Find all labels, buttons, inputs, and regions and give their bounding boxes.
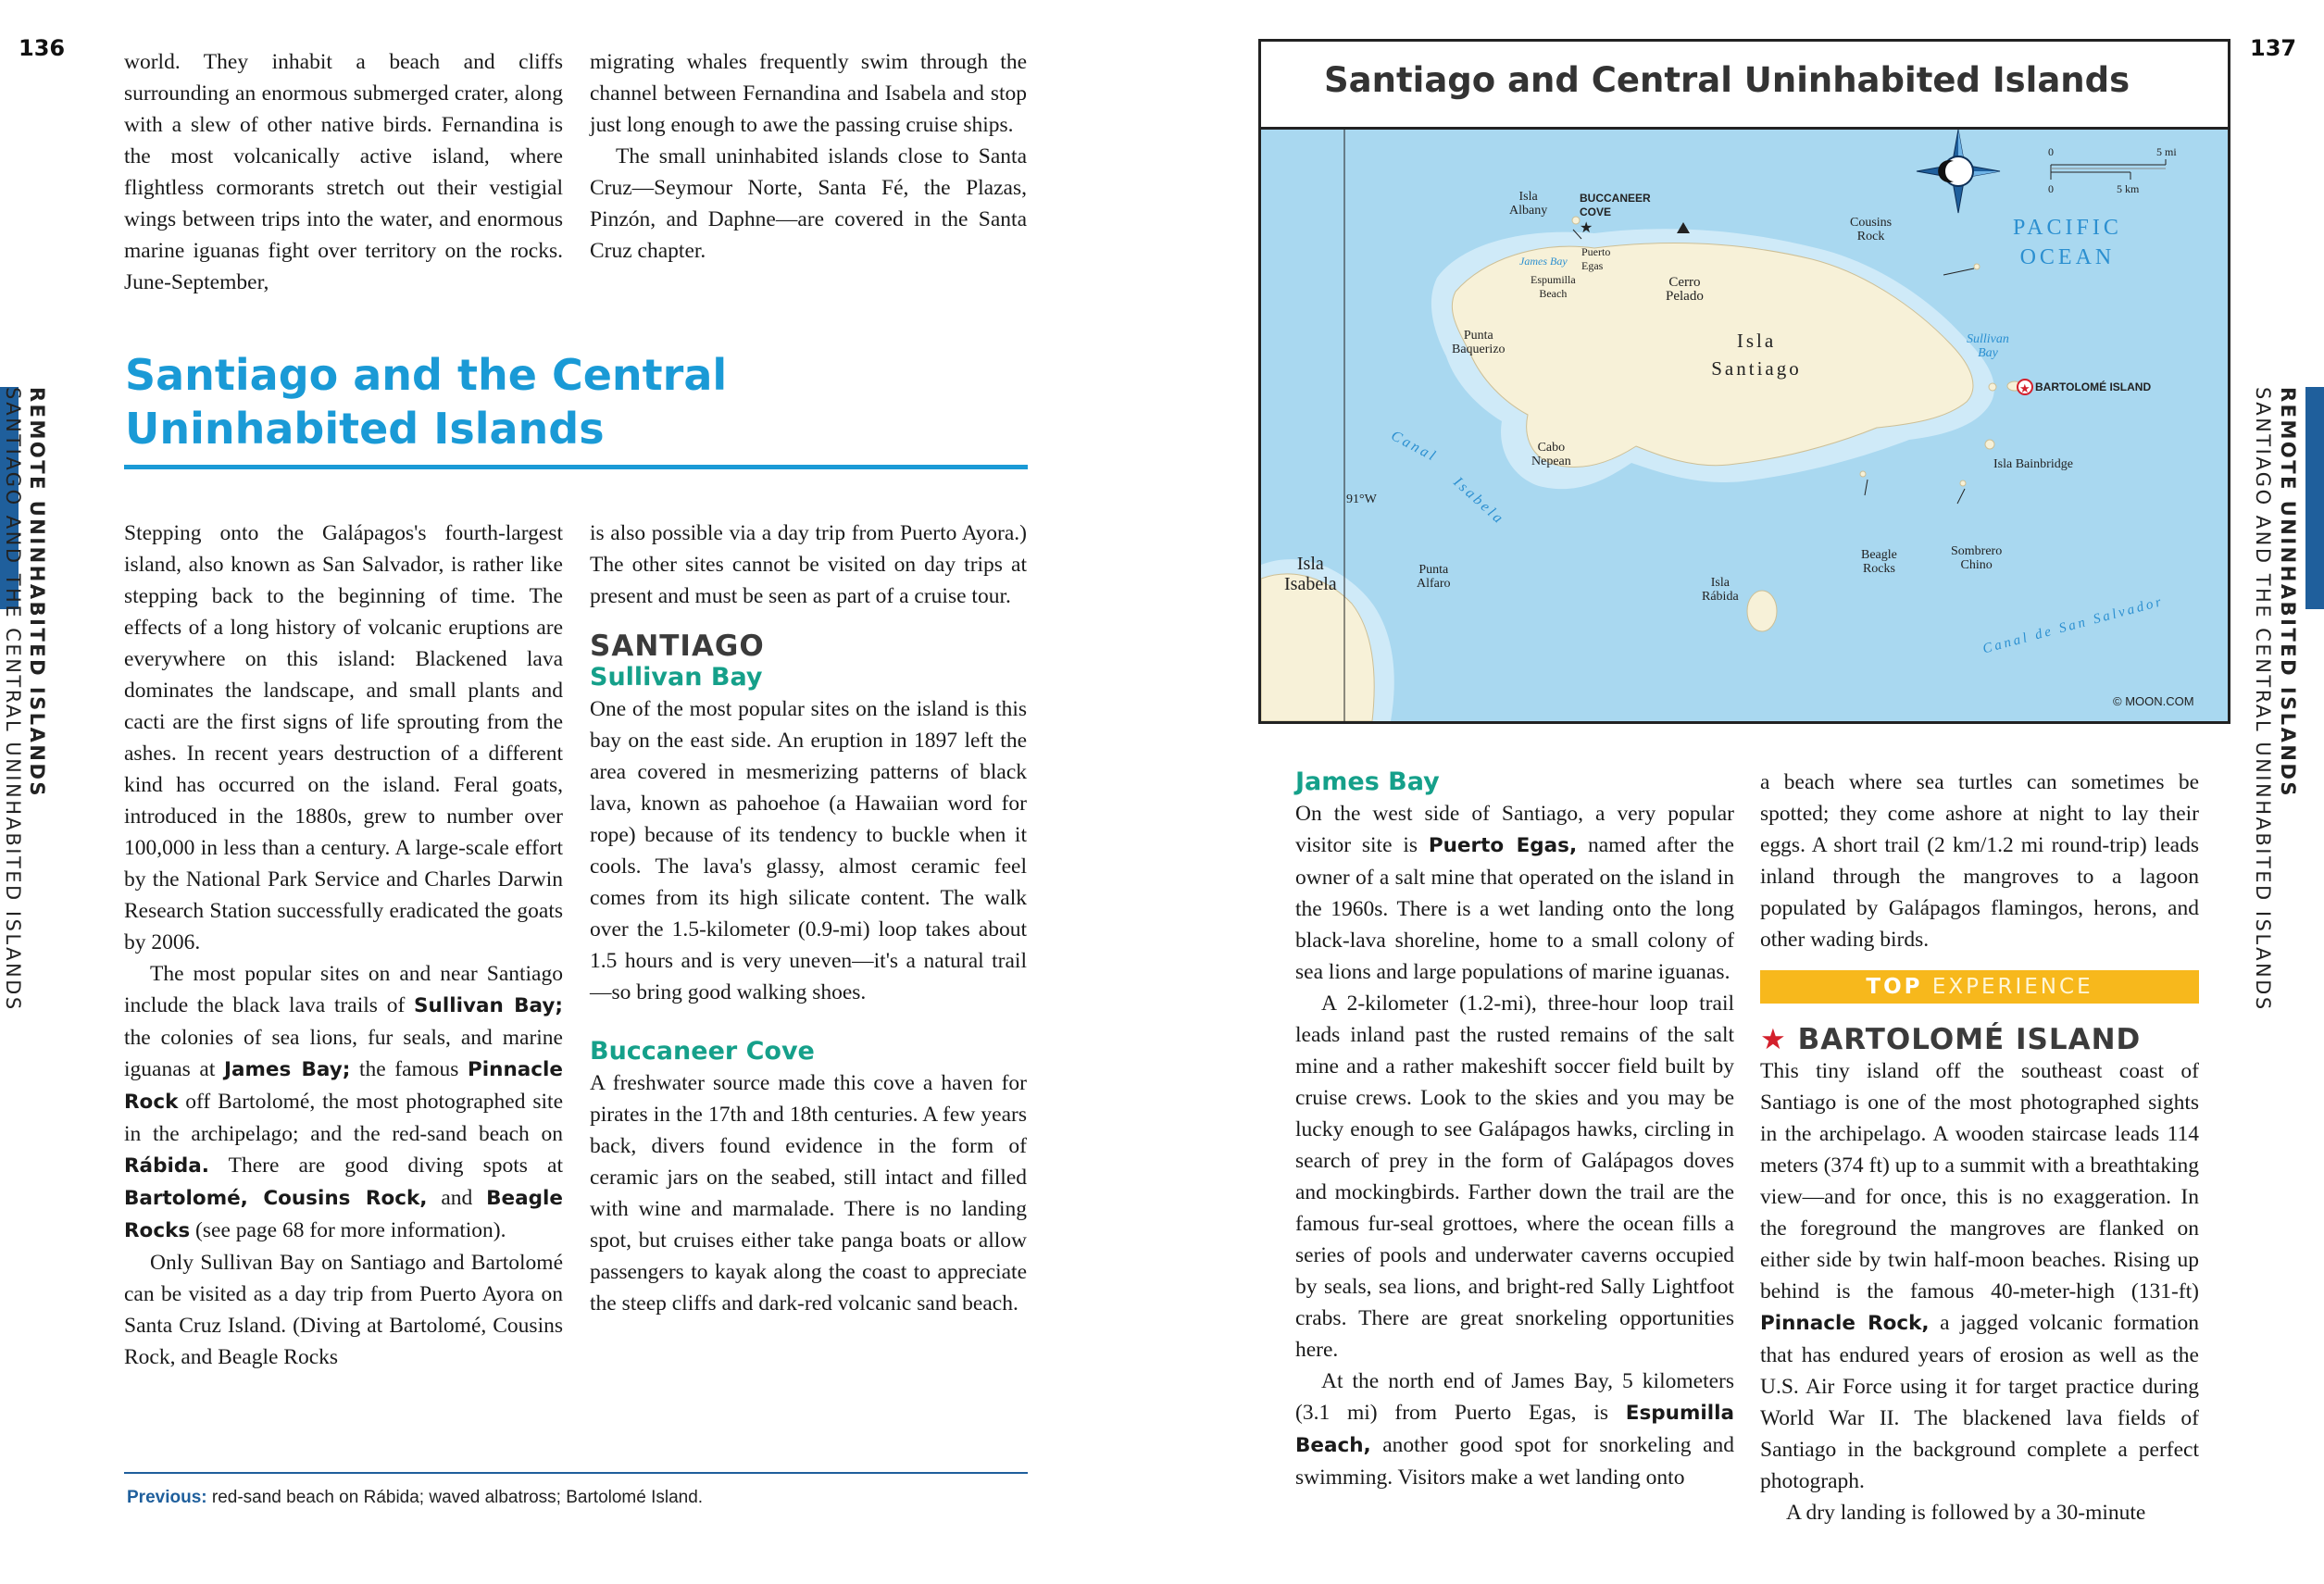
side-running-head-right bbox=[2277, 387, 2299, 798]
body-paragraph-2: The most popular sites on and near Santiago include the black lava trails of Sullivan Bay; the colonies of sea lions, fur seals, and marine iguanas at James Bay; the famous Pinnacle Rock off Bartolomé, the most photographed site in the archipelago; and the red-sand beach on Rábida. There are good diving spots at Bartolomé, Cousins Rock, and Beagle Rocks (see page 68 for more information). bbox=[124, 962, 563, 1242]
page-number-right: 137 bbox=[2250, 35, 2297, 61]
side-chapter-title-right: REMOTE UNINHABITED ISLANDS bbox=[2277, 387, 2299, 799]
santiago-heading: SANTIAGO bbox=[590, 630, 765, 663]
isla-albany-label: Isla Albany bbox=[1509, 190, 1548, 218]
james-bay-paragraph-1: On the west side of Santiago, a very popular visitor site is Puerto Egas, named after the owner of a salt mine that operated on the island in the 1960s. There is a wet landing onto the long black-lava shoreline, home to a small colony of sea lions and large populations of marine iguanas. bbox=[1295, 802, 1734, 984]
beagle-rocks-label: Beagle Rocks bbox=[1861, 548, 1897, 576]
caption-label: Previous: bbox=[127, 1488, 207, 1507]
body-column-1 bbox=[124, 518, 563, 1373]
buccaneer-star-icon: ★ bbox=[1580, 220, 1593, 236]
james-bay-map-label: James Bay bbox=[1519, 255, 1568, 268]
map-title: Santiago and Central Uninhabited Islands bbox=[1324, 60, 2130, 100]
isla-santiago-label: Isla Santiago bbox=[1711, 330, 1802, 380]
body-paragraph-4: is also possible via a day trip from Puerto Ayora.) The other sites cannot be visited on day trips at present and must be seen as part of a cruise tour. bbox=[590, 521, 1027, 608]
body-column-3 bbox=[1295, 767, 1734, 1493]
leader-cousins bbox=[1943, 268, 1974, 275]
bartolome-heading-text: BARTOLOMÉ ISLAND bbox=[1797, 1023, 2142, 1056]
punta-alfaro-label: Punta Alfaro bbox=[1417, 563, 1451, 591]
scale-zero-top: 0 bbox=[2048, 145, 2054, 158]
scale-5mi-label: 5 mi bbox=[2156, 145, 2177, 158]
canal-isabela-label-1: Canal bbox=[1388, 428, 1441, 466]
map-figure bbox=[1258, 39, 2230, 724]
espumilla-beach-label: Espumilla Beach bbox=[1531, 273, 1576, 300]
sombrero-chino-shape bbox=[1960, 480, 1966, 486]
section-title-line-1: Santiago and the Central bbox=[125, 350, 728, 400]
cerro-pelado-label: Cerro Pelado bbox=[1666, 275, 1704, 304]
isla-bainbridge-label: Isla Bainbridge bbox=[1993, 457, 2073, 471]
sullivan-bay-text: One of the most popular sites on the island is this bay on the east side. An eruption in 1897 left the area covered in mesmerizing patterns of black lava, known as pahoehoe (a Hawaiian word for rope) because of its tendency to buckle when it cools. The lava's glassy, almost ceramic feel comes from its high silicate content. The walk over the 1.5-kilometer (0.9-mi) loop takes about 1.5 hours and is very uneven—it's a natural trail—so bring good walking shoes. bbox=[590, 697, 1027, 1004]
caption-text: red-sand beach on Rábida; waved albatross; Bartolomé Island. bbox=[206, 1488, 704, 1507]
pacific-ocean-label: PACIFIC OCEAN bbox=[2013, 216, 2122, 269]
buccaneer-cove-heading: Buccaneer Cove bbox=[590, 1037, 815, 1066]
james-bay-heading: James Bay bbox=[1295, 767, 1440, 796]
top-experience-top: TOP bbox=[1866, 975, 1923, 999]
chapter-tab-right bbox=[2305, 387, 2324, 609]
buccaneer-cove-text: A freshwater source made this cove a haven for pirates in the 17th and 18th centuries. A few years back, divers found evidence in the form of ceramic jars on the seabed, still intact and filled with wine and marmalade. There is no landing spot, but cruises either take panga boats or allow passengers to kayak along the coast to appreciate the steep cliffs and dark-red volcanic sand beach. bbox=[590, 1071, 1027, 1316]
longitude-label: 91°W bbox=[1346, 493, 1377, 506]
james-bay-paragraph-3: At the north end of James Bay, 5 kilometers (3.1 mi) from Puerto Egas, is Espumilla Beach, another good spot for snorkeling and swimming. Visitors make a wet landing onto bbox=[1295, 1369, 1734, 1490]
leader-sombrero bbox=[1957, 489, 1965, 504]
section-title-line-2: Uninhabited Islands bbox=[125, 404, 605, 454]
peak-marker-icon bbox=[1677, 222, 1690, 233]
bartolome-star-icon: ★ bbox=[2019, 381, 2030, 395]
section-title-rule bbox=[124, 465, 1028, 469]
isla-isabela-label: Isla Isabela bbox=[1284, 554, 1337, 594]
intro-paragraph-3: The small uninhabited islands close to Santa Cruz—Seymour Norte, Santa Fé, the Plazas, Pinzón, and Daphne—are covered in the Santa Cruz chapter. bbox=[590, 144, 1027, 263]
bartolome-paragraph-1: This tiny island off the southeast coast of Santiago is one of the most photographed sights in the archipelago. A wooden staircase leads 114 meters (374 ft) up to a summit with a breathtaking view—and for once, this is no exaggeration. In the foreground the mangroves are flanked on either side by twin half-moon beaches. Rising up behind is the famous 40-meter-high (131-ft) Pinnacle Rock, a jagged volcanic formation that has endured years of erosion as well as the U.S. Air Force using it for target practice during World War II. The blackened lava fields of Santiago in the background complete a perfect photograph. bbox=[1760, 1059, 2199, 1493]
intro-paragraph-1: world. They inhabit a beach and cliffs surrounding an enormous submerged crater, along with a slew of other native birds. Fernandina is the most volcanically active island, where flightless cormorants stretch out their vestigial wings between trips into the water, and enormous marine iguanas fight over territory on the rocks. June-September, bbox=[124, 50, 563, 294]
side-section-title-left: SANTIAGO AND THE CENTRAL UNINHABITED ISLANDS bbox=[2, 387, 24, 1012]
cousins-rock-shape bbox=[1974, 264, 1980, 269]
james-bay-paragraph-2: A 2-kilometer (1.2-mi), three-hour loop trail leads inland past the rusted remains of the salt mine and a rather makeshift soccer field built by cruise crews. Look to the skies and you may be lucky enough to see Galápagos hawks, circling in search of prey in the form of Galápagos doves and mockingbirds. Farther down the trail are the famous fur-seal grottoes, where the ocean fills a series of pools and underwater caverns occupied by seals, sea lions, and bright-red Sally Lightfoot crabs. There are great snorkeling opportunities here. bbox=[1295, 992, 1734, 1362]
sullivan-bay-map-label: Sullivan Bay bbox=[1967, 332, 2009, 360]
body-paragraph-1: Stepping onto the Galápagos's fourth-largest island, also known as San Salvador, is rather like stepping back to the beginning of time. The effects of a long history of volcanic eruptions are everywhere on this island: Blackened lava dominates the landscape, and small plants and cacti are the first signs of life sprouting from the ashes. In recent years destruction of a different kind has occurred on the island. Feral goats, introduced in the 1880s, grew to number over 100,000 in less than a century. A large-scale effort by the National Park Service and Charles Darwin Research Station successfully eradicated the goats by 2006. bbox=[124, 521, 563, 954]
sombrero-chino-label: Sombrero Chino bbox=[1951, 544, 2003, 572]
islet-shape bbox=[1989, 383, 1996, 391]
isla-albany-shape bbox=[1572, 217, 1580, 224]
scale-bar bbox=[2051, 159, 2166, 180]
body-paragraph-3: Only Sullivan Bay on Santiago and Bartolomé can be visited as a day trip from Puerto Ayora on Santa Cruz Island. (Diving at Bartolomé, Cousins Rock, and Beagle Rocks bbox=[124, 1251, 563, 1369]
scale-5km-label: 5 km bbox=[2117, 182, 2140, 195]
photo-caption bbox=[127, 1488, 703, 1508]
compass-rose-icon bbox=[1917, 130, 2000, 213]
cousins-rock-label: Cousins Rock bbox=[1850, 216, 1893, 243]
bartolome-paragraph-2: A dry landing is followed by a 30-minute bbox=[1786, 1501, 2146, 1525]
top-experience-star-icon: ★ bbox=[1760, 1023, 1787, 1056]
buccaneer-cove-label: BUCCANEER COVE bbox=[1580, 192, 1651, 218]
side-section-title-right: SANTIAGO AND THE CENTRAL UNINHABITED ISLANDS bbox=[2252, 387, 2274, 1012]
bartolome-heading bbox=[1760, 1024, 2199, 1055]
top-experience-experience: EXPERIENCE bbox=[1931, 975, 2093, 999]
canal-isabela-label-2: Isabela bbox=[1450, 474, 1508, 529]
body-column-4 bbox=[1760, 767, 2199, 1528]
scale-zero-bottom: 0 bbox=[2048, 182, 2054, 195]
cabo-nepean-label: Cabo Nepean bbox=[1531, 441, 1571, 468]
james-bay-paragraph-4: a beach where sea turtles can sometimes be spotted; they come ashore at night to lay their eggs. A short trail (2 km/1.2 mi round-trip) leads inland through the mangroves to a lagoon populated by Galápagos flamingos, herons, and other wading birds. bbox=[1760, 770, 2199, 952]
bartolome-map-label: BARTOLOMÉ ISLAND bbox=[2035, 380, 2152, 393]
caption-rule bbox=[124, 1472, 1028, 1474]
punta-baquerizo-label: Punta Baquerizo bbox=[1452, 329, 1506, 356]
sullivan-bay-heading: Sullivan Bay bbox=[590, 663, 763, 692]
side-chapter-title-left: REMOTE UNINHABITED ISLANDS bbox=[26, 387, 48, 799]
intro-column-2 bbox=[590, 46, 1027, 267]
isla-rabida-label: Isla Rábida bbox=[1702, 576, 1739, 604]
intro-paragraph-2: migrating whales frequently swim through the channel between Fernandina and Isabela and stop just long enough to awe the passing cruise ships. bbox=[590, 50, 1027, 137]
rabida-island-shape bbox=[1747, 591, 1777, 631]
canal-san-salvador-label: Canal de San Salvador bbox=[1980, 593, 2166, 657]
puerto-egas-label: Puerto Egas bbox=[1581, 245, 1611, 272]
side-running-head-left bbox=[26, 387, 48, 798]
body-column-2 bbox=[590, 518, 1027, 1319]
beagle-rocks-shape bbox=[1860, 471, 1866, 477]
top-experience-banner bbox=[1760, 970, 2199, 1004]
map-credit: © MOON.COM bbox=[2113, 694, 2194, 708]
leader-beagle bbox=[1865, 480, 1868, 495]
bainbridge-islet-shape bbox=[1985, 440, 1994, 449]
page-number-left: 136 bbox=[19, 35, 66, 61]
section-title bbox=[125, 348, 727, 455]
intro-column-1 bbox=[124, 46, 563, 298]
